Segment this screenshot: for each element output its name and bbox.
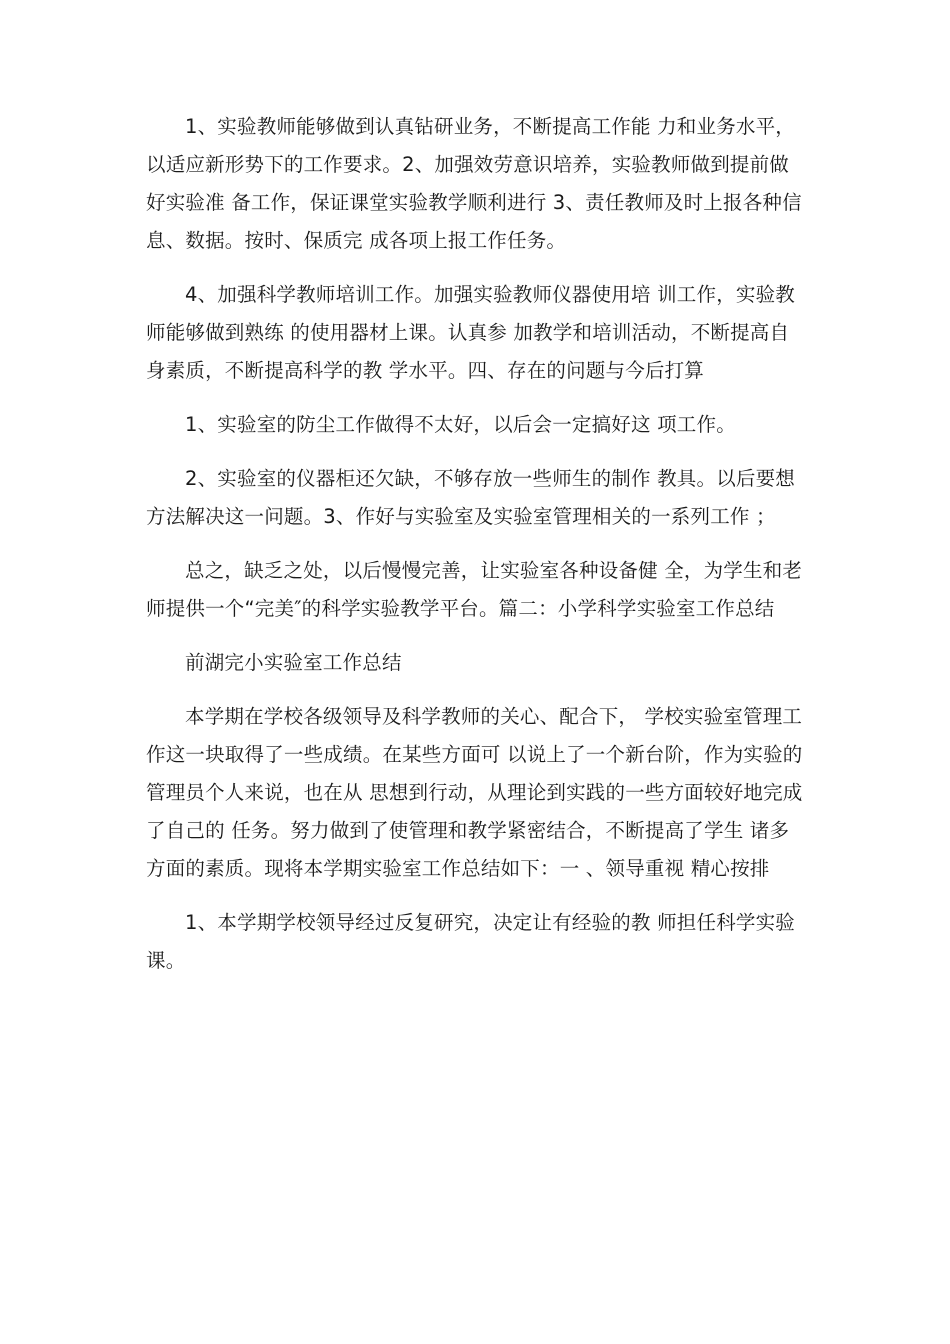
paragraph-semester-summary: 本学期在学校各级领导及科学教师的关心、配合下， 学校实验室管理工作这一块取得了一些成绩。在某些方面可 以说上了一个新台阶，作为实验的管理员个人来说，也在从 思想到行动，从理论到实践的一些方面较好地完成了自己的 任务。努力做到了使管理和教学紧密结合，不断提高了学生 诸多方面的素质。现将本学期实验室工作总结如下：一 、领导重视 精心按排 xyxy=(146,705,803,880)
paragraph-lab-teacher-duties: 1、实验教师能够做到认真钻研业务，不断提高工作能 力和业务水平，以适应新形势下的工作要求。2、加强效劳意识培养，实验教师做到提前做好实验准 备工作，保证课堂实验教学顺利进行 3、责任教师及时上报各种信息、数据。按时、保质完 成各项上报工作任务。 xyxy=(146,115,802,252)
paragraph-conclusion: 总之，缺乏之处，以后慢慢完善，让实验室各种设备健 全，为学生和老师提供一个“完美″的科学实验教学平台。篇二：小学科学实验室工作总结 xyxy=(146,559,803,620)
paragraph-dust-prevention: 1、实验室的防尘工作做得不太好，以后会一定搞好这 项工作。 xyxy=(185,413,736,436)
paragraph-leadership: 1、本学期学校领导经过反复研究，决定让有经验的教 师担任科学实验课。 xyxy=(146,911,796,972)
paragraph-teacher-training: 4、加强科学教师培训工作。加强实验教师仪器使用培 训工作，实验教师能够做到熟练 的使用器材上课。认真参 加教学和培训活动，不断提高自身素质，不断提高科学的教 学水平。四、存在的问题与今后打算 xyxy=(146,283,796,382)
document-body xyxy=(146,108,806,996)
paragraph-instrument-cabinet: 2、实验室的仪器柜还欠缺，不够存放一些师生的制作 教具。以后要想方法解决这一问题。3、作好与实验室及实验室管理相关的一系列工作 ； xyxy=(146,467,796,528)
section-title: 前湖完小实验室工作总结 xyxy=(185,651,402,674)
